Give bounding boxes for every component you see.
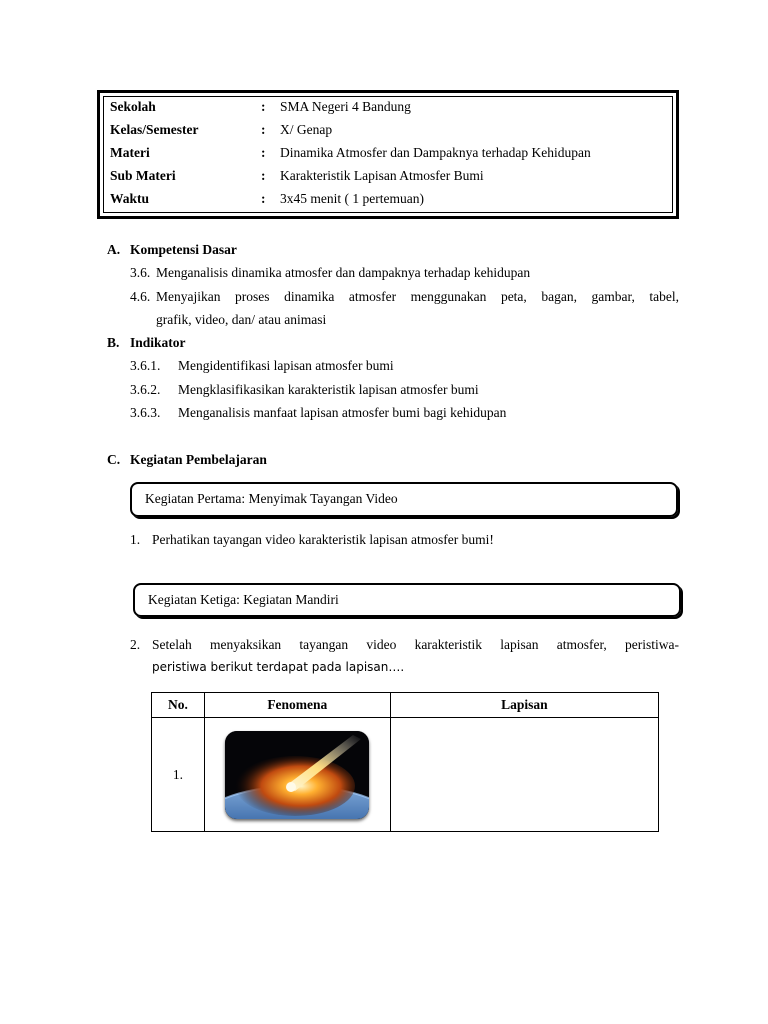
kd-text-continuation: grafik, video, dan/ atau animasi [156, 312, 327, 327]
indicator-text: Menganalisis manfaat lapisan atmosfer bumi bagi kehidupan [178, 405, 507, 420]
kd-number: 3.6. [130, 265, 151, 280]
header-value: Karakteristik Lapisan Atmosfer Bumi [280, 168, 484, 183]
header-colon: : [261, 168, 266, 183]
header-row-sub-materi [104, 168, 672, 190]
header-label: Sekolah [110, 99, 156, 114]
header-colon: : [261, 122, 266, 137]
fenomena-table [151, 692, 659, 832]
activity-2-number: 2. [130, 637, 141, 652]
kd-number: 4.6. [130, 289, 151, 304]
section-b-title: Indikator [130, 335, 186, 350]
indicator-text: Mengklasifikasikan karakteristik lapisan atmosfer bumi [178, 382, 479, 397]
header-label: Materi [110, 145, 150, 160]
indicator-number: 3.6.2. [130, 382, 161, 397]
header-label: Sub Materi [110, 168, 176, 183]
activity-1-instruction: Perhatikan tayangan video karakteristik lapisan atmosfer bumi! [152, 532, 494, 547]
activity-2-instruction-continuation: peristiwa berikut terdapat pada lapisan…. [152, 660, 405, 674]
section-c-letter: C. [107, 452, 121, 467]
row-number: 1. [152, 718, 205, 832]
activity-2-box [133, 583, 681, 617]
header-no: No. [152, 693, 205, 718]
activity-1-number: 1. [130, 532, 141, 547]
section-c-title: Kegiatan Pembelajaran [130, 452, 267, 467]
header-row-waktu [104, 191, 672, 213]
activity-2-instruction: Setelah menyaksikan tayangan video karakteristik lapisan atmosfer, peristiwa- [152, 637, 679, 652]
header-label: Kelas/Semester [110, 122, 199, 137]
indicator-number: 3.6.3. [130, 405, 161, 420]
header-value: SMA Negeri 4 Bandung [280, 99, 411, 114]
activity-1-title: Kegiatan Pertama: Menyimak Tayangan Video [145, 491, 398, 506]
section-b-letter: B. [107, 335, 120, 350]
kd-text: Menganalisis dinamika atmosfer dan dampaknya terhadap kehidupan [156, 265, 531, 280]
header-colon: : [261, 99, 266, 114]
table-header-row [152, 693, 659, 718]
header-value: Dinamika Atmosfer dan Dampaknya terhadap Kehidupan [280, 145, 591, 160]
header-label: Waktu [110, 191, 150, 206]
header-value: X/ Genap [280, 122, 333, 137]
kd-text: Menyajikan proses dinamika atmosfer menggunakan peta, bagan, gambar, tabel, [156, 289, 679, 304]
meteor-image [225, 731, 369, 819]
header-colon: : [261, 145, 266, 160]
activity-2-title: Kegiatan Ketiga: Kegiatan Mandiri [148, 592, 339, 607]
header-row-kelas [104, 122, 672, 144]
header-row-materi [104, 145, 672, 167]
header-colon: : [261, 191, 266, 206]
fenomena-cell [204, 718, 390, 832]
header-fenomena: Fenomena [204, 693, 390, 718]
header-value: 3x45 menit ( 1 pertemuan) [280, 191, 424, 206]
header-row-sekolah [104, 99, 672, 121]
indicator-number: 3.6.1. [130, 358, 161, 373]
header-lapisan: Lapisan [390, 693, 658, 718]
section-a-title: Kompetensi Dasar [130, 242, 237, 257]
indicator-text: Mengidentifikasi lapisan atmosfer bumi [178, 358, 394, 373]
header-info-box [97, 90, 679, 219]
lapisan-cell[interactable] [390, 718, 658, 832]
activity-1-box [130, 482, 678, 517]
table-row [152, 718, 659, 832]
section-a-letter: A. [107, 242, 121, 257]
